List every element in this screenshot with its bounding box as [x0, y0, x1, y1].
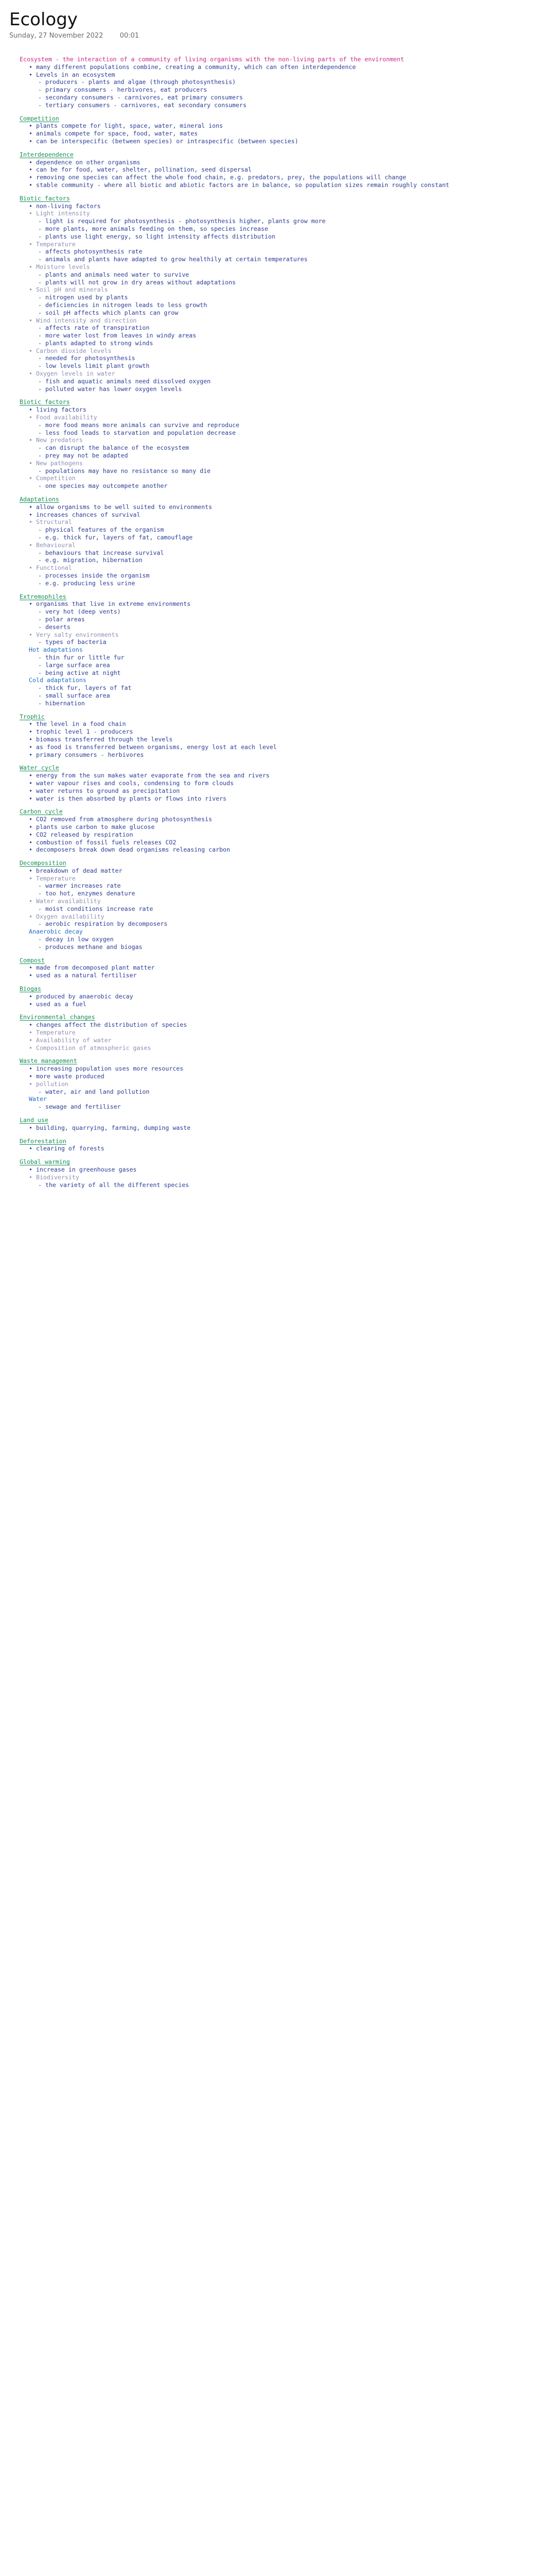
- note-line: - too hot, enzymes denature: [38, 890, 135, 897]
- note-heading: Biogas: [20, 985, 41, 993]
- note-line: - aerobic respiration by decomposers: [38, 920, 168, 928]
- note-subheading: • Availability of water: [29, 1036, 112, 1044]
- note-heading: Environmental changes: [20, 1013, 95, 1021]
- note-line: - one species may outcompete another: [38, 482, 168, 490]
- note-line: • produced by anaerobic decay: [29, 992, 133, 1000]
- note-line: - very hot (deep vents): [38, 608, 121, 616]
- note-line: - water, air and land pollution: [38, 1088, 150, 1095]
- note-line: Ecosystem - the interaction of a community of living organisms with the non-living parts of the environment: [20, 56, 404, 63]
- note-subheading: • Competition: [29, 474, 76, 482]
- note-line: • dependence on other organisms: [29, 158, 141, 166]
- note-line: - thick fur, layers of fat: [38, 684, 132, 692]
- note-line: • plants compete for light, space, water, mineral ions: [29, 122, 223, 130]
- page-title[interactable]: Ecology: [9, 9, 78, 30]
- note-line: • primary consumers - herbivores: [29, 751, 144, 758]
- note-line: • used as a natural fertiliser: [29, 972, 137, 979]
- note-subheading: Cold adaptations: [29, 676, 86, 684]
- note-line: • living factors: [29, 406, 86, 414]
- note-line: - behaviours that increase survival: [38, 549, 164, 556]
- note-line: - prey may not be adapted: [38, 452, 128, 460]
- note-line: - sewage and fertiliser: [38, 1103, 121, 1111]
- note-heading: Interdependence: [20, 150, 74, 158]
- note-line: • breakdown of dead matter: [29, 867, 123, 874]
- note-line: - more food means more animals can survive and reproduce: [38, 421, 239, 429]
- note-line: - more water lost from leaves in windy areas: [38, 332, 197, 340]
- note-line: - processes inside the organism: [38, 572, 150, 579]
- note-subheading: • Functional: [29, 564, 72, 572]
- note-line: - less food leads to starvation and population decrease: [38, 429, 236, 436]
- note-line: - types of bacteria: [38, 638, 107, 646]
- note-subheading: • Composition of atmospheric gases: [29, 1044, 151, 1052]
- note-heading: Competition: [20, 114, 59, 122]
- note-subheading: • Structural: [29, 518, 72, 526]
- note-line: - being active at night: [38, 669, 121, 676]
- note-line: • many different populations combine, creating a community, which can often interdependence: [29, 63, 356, 71]
- note-heading: Compost: [20, 956, 45, 964]
- note-heading: Deforestation: [20, 1137, 66, 1145]
- note-line: - the variety of all the different species: [38, 1181, 189, 1189]
- note-line: • increases chances of survival: [29, 511, 141, 518]
- page-meta: [9, 32, 547, 40]
- note-line: • organisms that live in extreme environments: [29, 600, 191, 608]
- note-heading: Waste management: [20, 1057, 77, 1065]
- note-line: • increasing population uses more resources: [29, 1065, 184, 1073]
- note-line: - light is required for photosynthesis - photosynthesis higher, plants grow more: [38, 217, 326, 225]
- page-header: [9, 9, 547, 40]
- note-line: • plants use carbon to make glucose: [29, 823, 155, 831]
- note-subheading: • Very salty environments: [29, 631, 119, 638]
- note-line: - e.g. migration, hibernation: [38, 556, 143, 564]
- note-line: - polar areas: [38, 615, 85, 623]
- note-line: • water is then absorbed by plants or flows into rivers: [29, 794, 227, 802]
- note-line: - producers - plants and algae (through photosynthesis): [38, 78, 236, 86]
- note-line: - animals and plants have adapted to grow healthily at certain temperatures: [38, 256, 308, 263]
- note-line: • building, quarrying, farming, dumping waste: [29, 1124, 191, 1131]
- note-line: - e.g. thick fur, layers of fat, camouflage: [38, 534, 193, 541]
- note-line: • non-living factors: [29, 202, 101, 210]
- note-line: - affects rate of transpiration: [38, 324, 150, 332]
- note-line: • Levels in an ecosystem: [29, 71, 115, 78]
- note-heading: Global warming: [20, 1158, 70, 1166]
- note-line: - more plants, more animals feeding on them, so species increase: [38, 225, 268, 232]
- note-heading: Carbon cycle: [20, 808, 63, 816]
- note-line: - populations may have no resistance so many die: [38, 467, 211, 474]
- note-subheading: • Biodiversity: [29, 1173, 79, 1181]
- note-line: • as food is transferred between organisms, energy lost at each level: [29, 743, 277, 751]
- note-subheading: • Behavioural: [29, 541, 76, 549]
- note-subheading: • Temperature: [29, 240, 76, 248]
- note-subheading: • Carbon dioxide levels: [29, 347, 112, 354]
- note-line: - deficiencies in nitrogen leads to less growth: [38, 301, 207, 309]
- note-line: - fish and aquatic animals need dissolved oxygen: [38, 377, 211, 385]
- note-subheading: • Wind intensity and direction: [29, 316, 137, 324]
- note-line: • used as a fuel: [29, 1000, 86, 1008]
- note-heading: Biotic factors: [20, 194, 70, 202]
- note-line: - can disrupt the balance of the ecosystem: [38, 444, 189, 452]
- note-line: • trophic level 1 - producers: [29, 728, 133, 736]
- note-line: • water returns to ground as precipitation: [29, 787, 180, 794]
- note-line: - thin fur or little fur: [38, 653, 125, 661]
- note-subheading: • pollution: [29, 1080, 68, 1088]
- note-subheading: • Temperature: [29, 1029, 76, 1037]
- note-subheading: • Food availability: [29, 414, 97, 421]
- note-line: • the level in a food chain: [29, 720, 126, 728]
- note-line: • CO2 released by respiration: [29, 831, 133, 838]
- note-line: • CO2 removed from atmosphere during photosynthesis: [29, 816, 212, 823]
- note-subheading: • Oxygen availability: [29, 912, 105, 920]
- note-line: • decomposers break down dead organisms releasing carbon: [29, 846, 230, 854]
- note-line: • removing one species can affect the whole food chain, e.g. predators, prey, the populations will change: [29, 174, 406, 181]
- note-line: • biomass transferred through the levels: [29, 735, 173, 743]
- note-subheading: Water: [29, 1095, 47, 1103]
- note-line: - secondary consumers - carnivores, eat primary consumers: [38, 93, 243, 101]
- note-line: - large surface area: [38, 661, 110, 669]
- note-line: - plants and animals need water to survive: [38, 270, 189, 278]
- page-date: Sunday, 27 November 2022: [9, 32, 103, 40]
- note-line: - decay in low oxygen: [38, 936, 114, 943]
- note-line: - nitrogen used by plants: [38, 294, 128, 301]
- note-line: - moist conditions increase rate: [38, 905, 153, 912]
- note-heading: Water cycle: [20, 764, 59, 772]
- note-line: - plants will not grow in dry areas without adaptations: [38, 278, 236, 286]
- note-line: • made from decomposed plant matter: [29, 964, 155, 972]
- note-subheading: • New pathogens: [29, 459, 83, 467]
- page-time: 00:01: [119, 32, 140, 40]
- note-body[interactable]: [20, 56, 545, 1189]
- note-subheading: • Water availability: [29, 897, 101, 905]
- note-subheading: • Temperature: [29, 874, 76, 882]
- note-heading: Extremophiles: [20, 592, 66, 600]
- note-line: - tertiary consumers - carnivores, eat secondary consumers: [38, 101, 247, 109]
- note-line: - soil pH affects which plants can grow: [38, 309, 179, 316]
- note-line: • allow organisms to be well suited to environments: [29, 503, 212, 511]
- note-line: - polluted water has lower oxygen levels: [38, 385, 182, 393]
- note-line: - plants use light energy, so light intensity affects distribution: [38, 232, 275, 240]
- note-subheading: • Light intensity: [29, 210, 90, 217]
- note-line: - produces methane and biogas: [38, 943, 143, 951]
- note-line: - affects photosynthesis rate: [38, 248, 143, 256]
- note-line: - warmer increases rate: [38, 882, 121, 890]
- note-line: • clearing of forests: [29, 1145, 105, 1153]
- note-line: - plants adapted to strong winds: [38, 339, 153, 347]
- note-line: - deserts: [38, 623, 71, 631]
- note-line: - primary consumers - herbivores, eat producers: [38, 86, 207, 94]
- note-heading: Land use: [20, 1116, 48, 1124]
- note-heading: Adaptations: [20, 496, 59, 503]
- note-line: • stable community - where all biotic and abiotic factors are in balance, so population sizes remain roughly constant: [29, 181, 449, 189]
- note-heading: Trophic: [20, 713, 45, 720]
- note-line: - low levels limit plant growth: [38, 362, 150, 370]
- note-subheading: • Moisture levels: [29, 263, 90, 270]
- note-line: - needed for photosynthesis: [38, 354, 135, 362]
- note-line: • combustion of fossil fuels releases CO2: [29, 838, 177, 846]
- note-subheading: Anaerobic decay: [29, 928, 83, 936]
- note-heading: Decomposition: [20, 859, 66, 867]
- note-line: • water vapour rises and cools, condensing to form clouds: [29, 779, 234, 787]
- note-subheading: Hot adaptations: [29, 646, 83, 654]
- note-subheading: • New predators: [29, 436, 83, 444]
- note-line: • animals compete for space, food, water, mates: [29, 130, 198, 138]
- note-line: • changes affect the distribution of species: [29, 1021, 187, 1029]
- note-line: - e.g. producing less urine: [38, 579, 135, 587]
- note-line: • increase in greenhouse gases: [29, 1165, 137, 1173]
- note-line: • more waste produced: [29, 1073, 105, 1080]
- note-subheading: • Soil pH and minerals: [29, 286, 108, 294]
- note-heading: Biotic factors: [20, 398, 70, 406]
- note-line: - small surface area: [38, 691, 110, 699]
- note-line: - hibernation: [38, 699, 85, 707]
- note-line: • energy from the sun makes water evaporate from the sea and rivers: [29, 772, 270, 779]
- note-line: • can be for food, water, shelter, pollination, seed dispersal: [29, 166, 252, 174]
- note-line: - physical features of the organism: [38, 526, 164, 534]
- note-line: • can be interspecific (between species) or intraspecific (between species): [29, 137, 299, 145]
- note-subheading: • Oxygen levels in water: [29, 370, 115, 378]
